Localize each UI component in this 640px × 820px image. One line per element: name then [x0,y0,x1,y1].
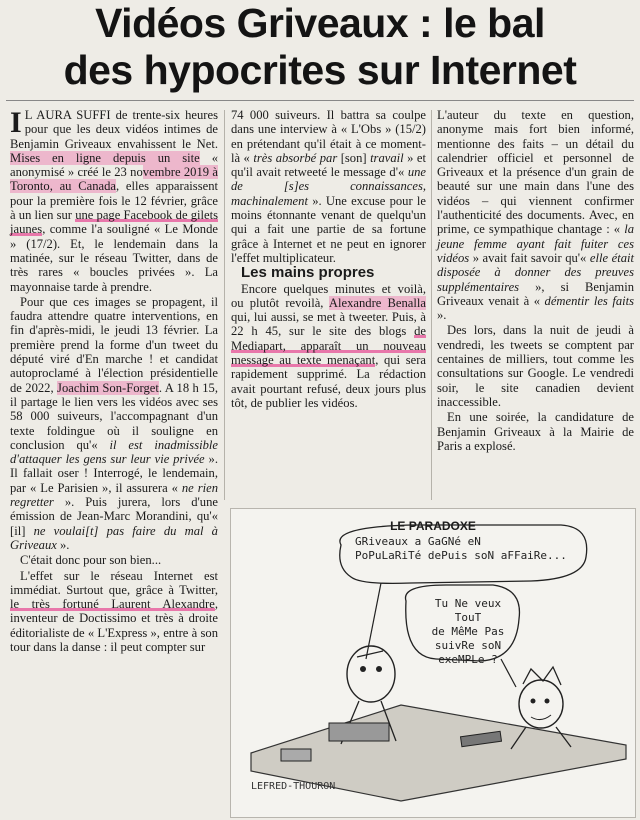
text: ». [437,308,447,323]
text: ». [56,537,70,552]
highlighted-text: Joachim Son-Forget [57,380,159,395]
article-column-1 [10,108,218,655]
text: qui, lui aussi, se met à tweeter. Puis, à 22 h 45, sur le site des blogs [231,310,426,339]
text: « anonymisé » créé le 23 no [10,150,218,180]
bubble-line: de MêMe Pas [431,625,505,638]
text: , inventeur de Doctissimo et très à droite éditorialiste de « L'Express », entre à son tour dans la danse : il peut compter sur [10,597,218,654]
highlighted-text: de Mediapart, apparaît un nouveau message au texte menaçant [231,324,426,368]
text: ». Puis jurera, lors d'une émission de Jean-Marc Morandini, qu'« [il] [10,495,218,538]
paragraph [10,295,218,552]
quote: ne rien regretter [10,480,219,510]
quote: une de [s]es connaissances, machinalement [231,165,426,208]
speech-bubble-1 [355,535,567,563]
article-column-3 [437,108,634,454]
text: » et qu'il avait retweeté le message d'« [231,150,426,180]
text: ». Il fallait oser ! Interrogé, le lendemain, par « Le Parisien », il assurera « [10,452,218,495]
highlighted-text: Mises en ligne depuis un site [10,150,200,165]
highlighted-text: nada [92,179,117,194]
drop-cap: I [10,106,22,139]
text: Pour que ces images se propagent, il faudra attendre quatre interventions, en fin d'après-midi, le jeudi 13 février. La première prend la forme d'un tweet du député viré d'En marche ! et candidat autoproclamé à l'élection présidentielle de 2022, [10,294,218,395]
column-separator [431,110,432,500]
text: ». Une excuse pour le moins étonnante venant de quelqu'un qui a fait une partie de sa fortune grâce à Internet et ne peut en ignorer l'effet multiplicateur. [231,193,426,265]
text: Encore quelques minutes et voilà, ou plutôt revoilà, [231,281,426,310]
headline-rule [6,100,634,101]
text: , elles apparaissent pour la première fois le 12 février, grâce à un lien sur [10,179,218,223]
text: L'effet sur le réseau Internet est immédiat. Surtout que, grâce à Twitter, [10,568,218,597]
speech-bubble-2 [423,597,513,667]
paragraph [10,108,218,294]
headline-line-1: Vidéos Griveaux : le bal [95,0,545,46]
headline [0,0,640,94]
paragraph [231,282,426,411]
paragraph: Des lors, dans la nuit de jeudi à vendredi, les tweets se comptent par centaines de milliers, tout comme les consultations sur Google. Le vendredi soir, le site canadien devient inaccessible. [437,323,634,409]
text: . A 18 h 15, il partage le lien vers les vidéos avec ses 58 000 suiveurs, l'accompagnant d'un texte foldingue où il souligne en conclusion qu'« [10,380,218,452]
highlighted-text: Alexandre Benalla [328,295,426,310]
text: L'auteur du texte en question, anonyme mais fort bien informé, mentionne des faits – un détail du calendrier officiel et personnel de Griveaux et la présence d'un grain de beauté sur une main dans l'une des vidéos – qui viennent confirmer l'authenticité des documents. Avec, en prime, ce sympathique chantage : « [437,108,634,237]
quote: très absorbé par [253,150,338,165]
paragraph [231,108,426,265]
article-column-2 [231,108,426,411]
text: [son] [337,150,371,165]
highlighted-text: une page Facebook de gilets jaunes [10,208,218,237]
text: 74 000 suiveurs. Il battra sa coulpe dans une interview à « L'Obs » (15/2) en prétendant qu'il était à ce moment-là « [231,108,426,165]
text: », si Benjamin Griveaux venait à « [437,279,634,308]
bubble-line: PoPuLaRiTé dePuis soN aFFaiRe... [355,549,567,562]
paragraph [10,569,218,655]
quote: elle était disposée à donner des preuves supplémentaires [437,250,634,294]
bubble-line: suivRe soN [434,639,502,652]
bubble-line: Tu Ne veux TouT [434,597,502,624]
paragraph: C'était donc pour son bien... [20,553,162,568]
bubble-line: GRiveaux a GaGNé eN [355,535,481,548]
text: » avait fait savoir qu'« [469,250,590,265]
column-separator [224,110,225,500]
quote: travail [370,150,404,165]
cartoonist-signature: LEFRED-THOURON [251,781,336,792]
quote: il est inadmissible d'attaquer les gens sur leur vie privée [10,437,218,467]
subheading: Les mains propres [241,264,375,282]
quote: démentir les faits [544,293,635,308]
cartoon-panel [230,508,636,818]
headline-line-2: des hypocrites sur Internet [63,47,577,93]
bubble-line: exeMPLe ? [438,653,498,666]
text: , comme l'a souligné « Le Monde » (17/2). Et, le lendemain dans la matinée, sur le réseau Twitter, dans de très rares « boucles privées ». La mayonnaise tarde à prendre. [10,222,218,294]
quote: ne voulai[t] pas faire du mal à Griveaux [10,523,218,552]
text: L AURA SUFFI de trente-six heures pour que les deux vidéos intimes de Benjamin Griveaux envahissent le Net. [10,108,218,151]
highlighted-text: vembre 2019 à Toronto, au Ca [10,165,218,194]
cartoon-title: LE PARADOXE [390,519,476,533]
highlighted-text: le très fortuné Laurent Alexandre [10,597,215,612]
quote: la jeune femme ayant fait fuiter ces vidéos [437,222,634,265]
paragraph: En une soirée, la candidature de Benjamin Griveaux à la Mairie de Paris a explosé. [437,410,634,453]
text: , qui sera rapidement supprimé. La rédaction avait pourtant refusé, deux jours plus tôt, de publier les vidéos. [231,353,427,410]
paragraph [437,108,634,322]
